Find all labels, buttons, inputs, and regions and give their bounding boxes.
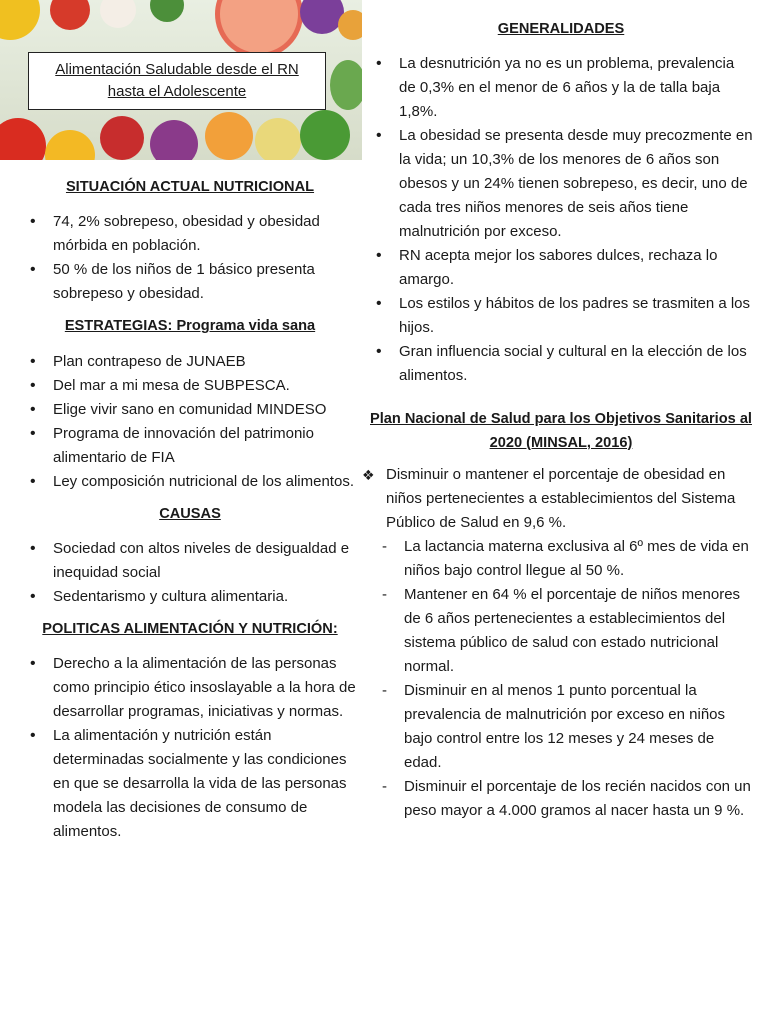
politicas-list — [22, 652, 358, 844]
list-item: - La lactancia materna exclusiva al 6º mes de vida en niños bajo control llegue al 50 %. — [386, 535, 754, 583]
diamond-bullet-icon: ❖ — [362, 467, 375, 484]
situacion-list — [22, 210, 358, 306]
list-item: • Plan contrapeso de JUNAEB — [22, 350, 358, 374]
plan-main-text: Disminuir o mantener el porcentaje de obesidad en niños pertenecientes a establecimientos del Sistema Público de Salud en 9,6 %. — [386, 466, 736, 532]
generalidades-list — [368, 52, 754, 388]
plan-main-item — [362, 463, 754, 535]
list-item: • Programa de innovación del patrimonio alimentario de FIA — [22, 422, 358, 470]
list-item: • Elige vivir sano en comunidad MINDESO — [22, 398, 358, 422]
situacion-heading: SITUACIÓN ACTUAL NUTRICIONAL — [65, 179, 315, 195]
list-item: • Derecho a la alimentación de las personas como principio ético insoslayable a la hora de desarrollar programas, iniciativas y normas. — [22, 652, 358, 724]
generalidades-heading: GENERALIDADES — [497, 21, 625, 37]
list-item: • La obesidad se presenta desde muy precozmente en la vida; un 10,3% de los menores de 6 años son obesos y un 24% tienen sobrepeso, es decir, uno de cada tres niños menores de seis años tiene malnutrición por exceso. — [368, 124, 754, 244]
list-item: • Gran influencia social y cultural en la elección de los alimentos. — [368, 340, 754, 388]
estrategias-list — [22, 350, 358, 494]
list-item: • La desnutrición ya no es un problema, prevalencia de 0,3% en el menor de 6 años y la de talla baja 1,8%. — [368, 52, 754, 124]
list-item: • 50 % de los niños de 1 básico presenta sobrepeso y obesidad. — [22, 258, 358, 306]
title-box — [28, 52, 326, 110]
list-item: • Ley composición nutricional de los alimentos. — [22, 470, 358, 494]
list-item: • 74, 2% sobrepeso, obesidad y obesidad mórbida en población. — [22, 210, 358, 258]
left-column — [22, 176, 358, 853]
politicas-heading: POLITICAS ALIMENTACIÓN Y NUTRICIÓN: — [42, 621, 338, 638]
plan-heading: Plan Nacional de Salud para los Objetivos Sanitarios al 2020 (MINSAL, 2016) — [370, 411, 752, 451]
list-item: • Del mar a mi mesa de SUBPESCA. — [22, 374, 358, 398]
list-item: - Disminuir el porcentaje de los recién nacidos con un peso mayor a 4.000 gramos al nacer hasta un 9 %. — [386, 775, 754, 823]
list-item: • La alimentación y nutrición están determinadas socialmente y las condiciones en que se desarrolla la vida de las personas modela las decisiones de consumo de alimentos. — [22, 724, 358, 844]
page-title: Alimentación Saludable desde el RN hasta el Adolescente — [55, 60, 299, 100]
right-column — [362, 18, 754, 823]
estrategias-heading: ESTRATEGIAS: Programa vida sana — [64, 318, 316, 335]
causas-heading: CAUSAS — [159, 505, 221, 522]
list-item: • Sedentarismo y cultura alimentaria. — [22, 585, 358, 609]
list-item: • Sociedad con altos niveles de desigualdad e inequidad social — [22, 537, 358, 585]
list-item: • RN acepta mejor los sabores dulces, rechaza lo amargo. — [368, 244, 754, 292]
vegetables-photo — [0, 0, 362, 160]
list-item: - Mantener en 64 % el porcentaje de niños menores de 6 años pertenecientes a establecimientos del sistema público de salud con estado nutricional normal. — [386, 583, 754, 679]
causas-list — [22, 537, 358, 609]
list-item: - Disminuir en al menos 1 punto porcentual la prevalencia de malnutrición por exceso en niños bajo control entre los 12 meses y 24 meses de edad. — [386, 679, 754, 775]
list-item: • Los estilos y hábitos de los padres se trasmiten a los hijos. — [368, 292, 754, 340]
plan-sub-list — [368, 535, 754, 823]
